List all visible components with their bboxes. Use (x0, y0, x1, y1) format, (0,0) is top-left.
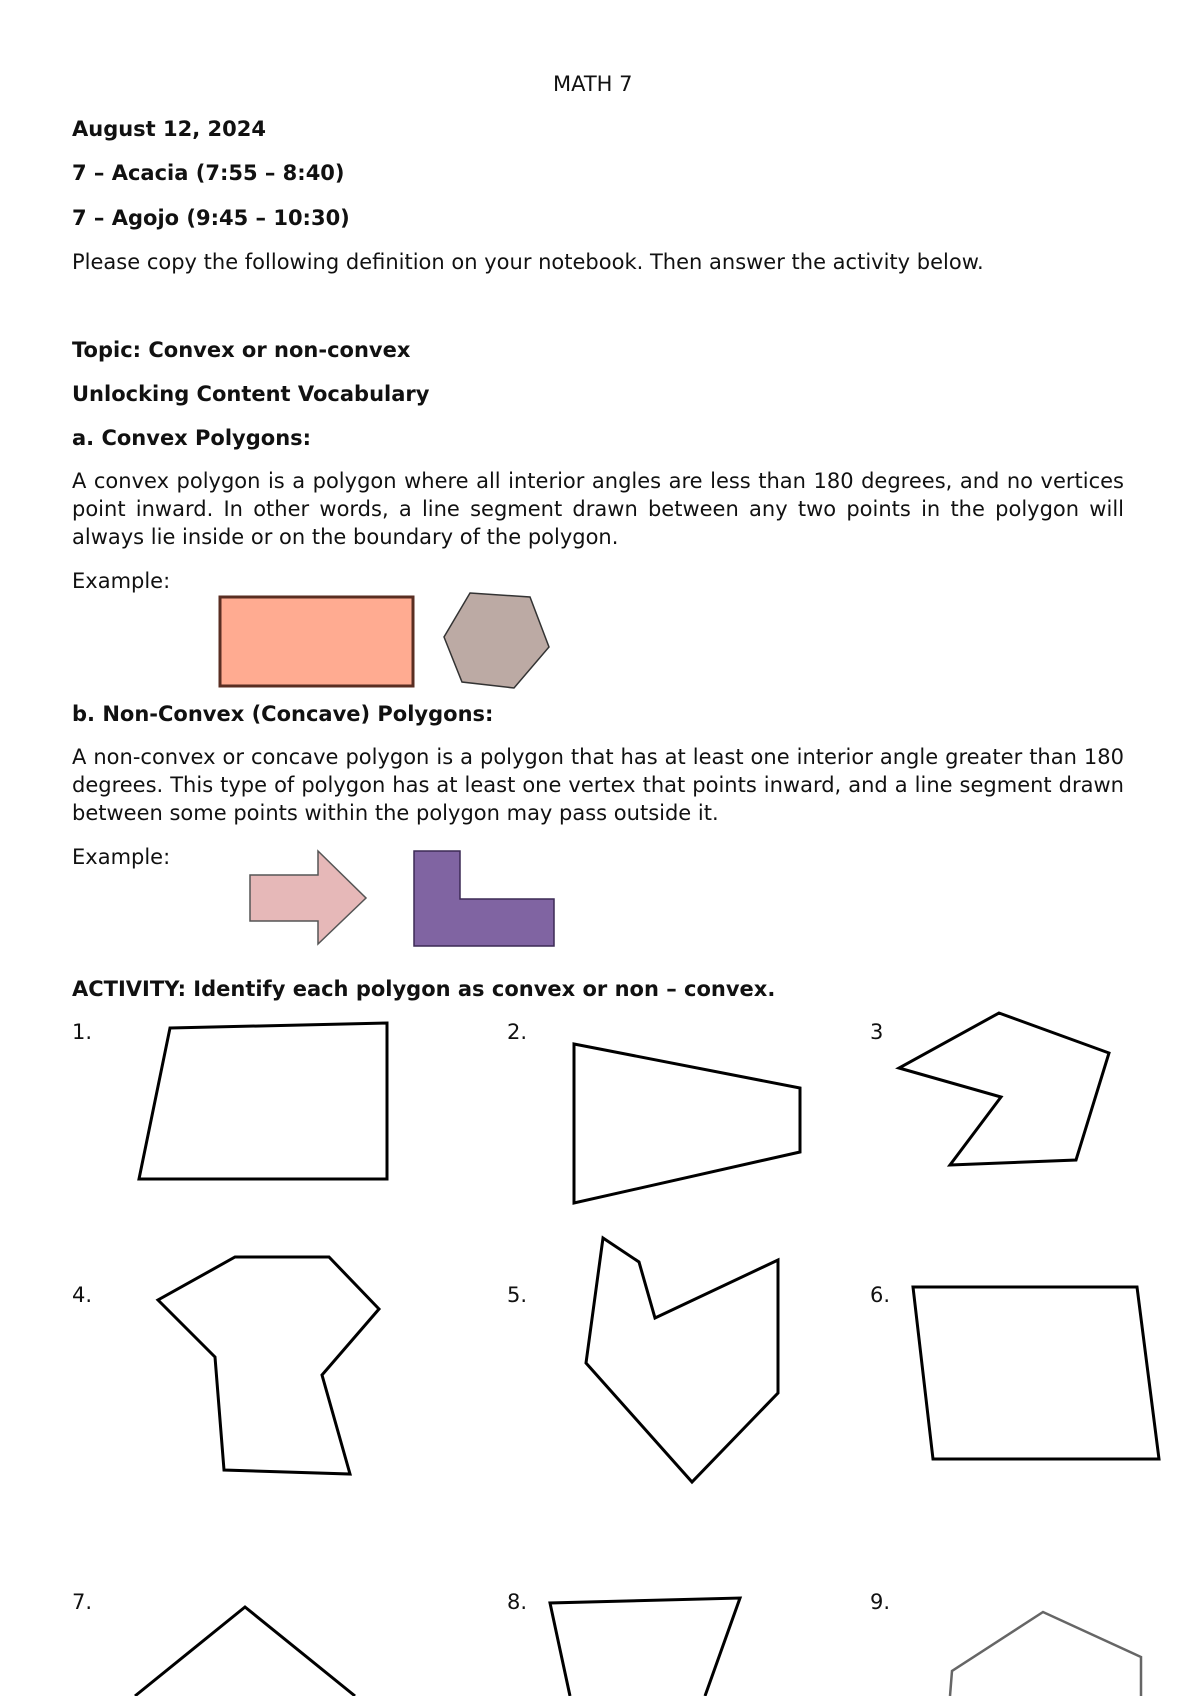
convex-definition: A convex polygon is a polygon where all interior angles are less than 180 degrees, and no vertices point inward. In other words, a line segment drawn between any two points in the polygon will always lie inside or on the boundary of the polygon. (72, 469, 1124, 549)
topic-value: Convex or non-convex (148, 338, 411, 362)
topic-label: Topic: (72, 338, 142, 362)
item-number: 5. (507, 1283, 528, 1307)
section-acacia: 7 – Acacia (7:55 – 8:40) (72, 161, 345, 185)
item-number: 9. (870, 1590, 891, 1614)
polygon-2 (574, 1044, 800, 1203)
item-number: 1. (72, 1020, 93, 1044)
vocabulary-heading: Unlocking Content Vocabulary (72, 382, 430, 406)
polygon-3 (899, 1013, 1109, 1165)
polygon-4 (158, 1257, 379, 1474)
nonconvex-example-label: Example: (72, 845, 171, 869)
item-number: 3 (870, 1020, 884, 1044)
polygon-9 (950, 1612, 1141, 1696)
polygon-7 (135, 1607, 355, 1696)
polygon-6 (913, 1287, 1159, 1459)
nonconvex-definition: A non-convex or concave polygon is a polygon that has at least one interior angle greater than 180 degrees. This type of polygon has at least one vertex that points inward, and a line segment drawn between some points within the polygon may pass outside it. (72, 745, 1124, 825)
nonconvex-heading: b. Non-Convex (Concave) Polygons: (72, 702, 494, 726)
item-number: 6. (870, 1283, 891, 1307)
item-number: 8. (507, 1590, 528, 1614)
polygon-5 (586, 1238, 778, 1482)
page-title: MATH 7 (553, 72, 633, 96)
activity-heading: ACTIVITY: Identify each polygon as convex or non – convex. (72, 977, 776, 1001)
section-agojo: 7 – Agojo (9:45 – 10:30) (72, 206, 350, 230)
date: August 12, 2024 (72, 117, 266, 141)
item-number: 7. (72, 1590, 93, 1614)
item-number: 4. (72, 1283, 93, 1307)
convex-example-label: Example: (72, 569, 171, 593)
instruction: Please copy the following definition on your notebook. Then answer the activity below. (72, 250, 984, 274)
convex-heading: a. Convex Polygons: (72, 426, 312, 450)
polygon-8 (550, 1598, 740, 1696)
item-number: 2. (507, 1020, 528, 1044)
polygon-1 (139, 1023, 387, 1179)
